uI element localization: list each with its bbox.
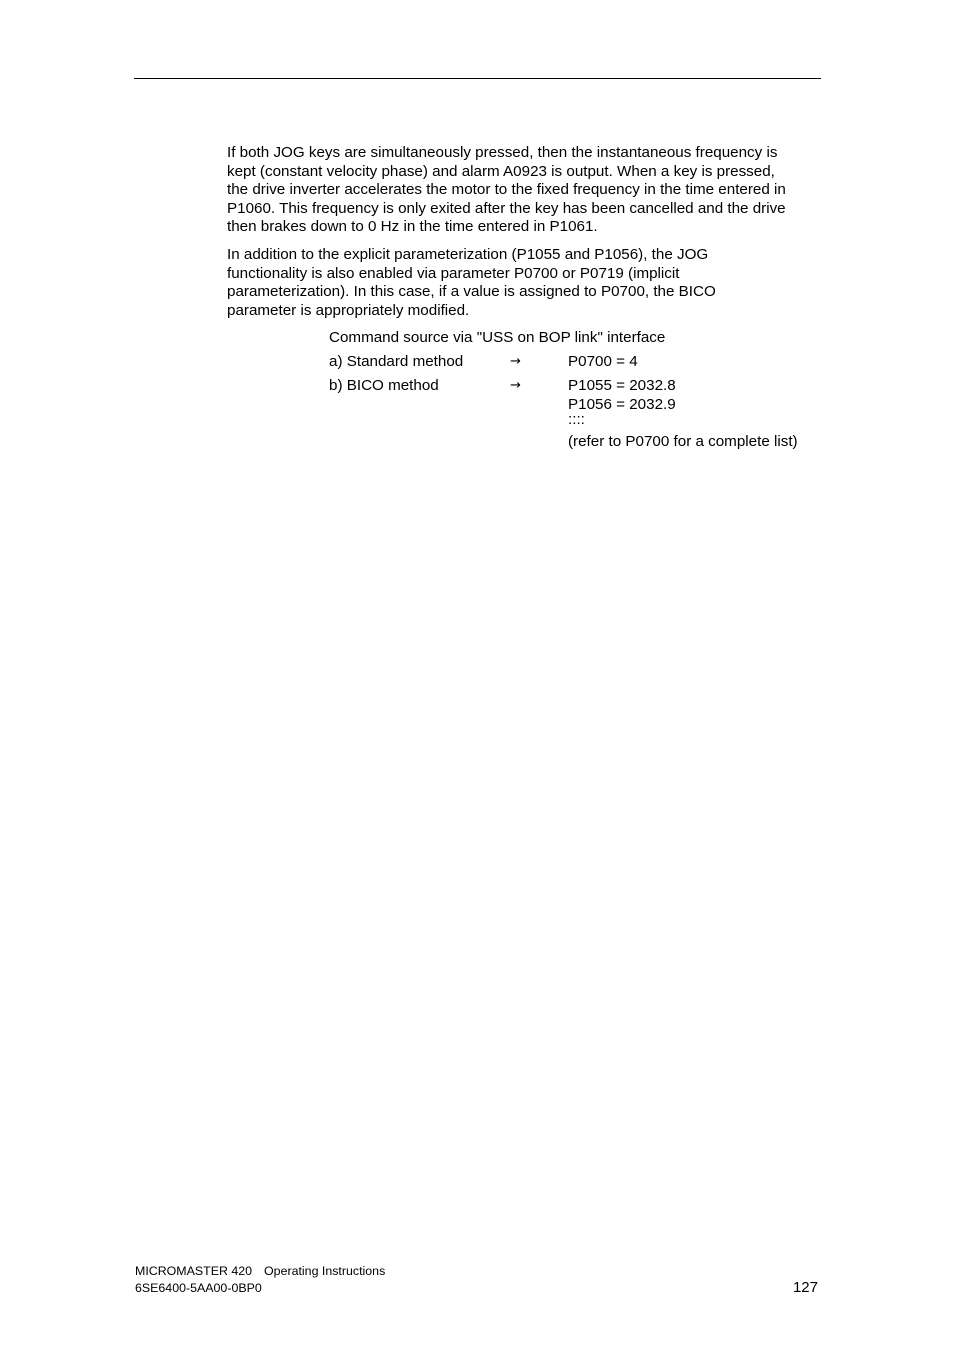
parameter-value: P1056 = 2032.9 bbox=[568, 395, 676, 413]
text-line: In addition to the explicit parameterization (P1055 and P1056), the JOG bbox=[227, 246, 709, 263]
text-line: then brakes down to 0 Hz in the time entered in P1061. bbox=[227, 218, 598, 236]
reference-note: (refer to P0700 for a complete list) bbox=[568, 432, 798, 450]
command-source-block bbox=[329, 329, 821, 450]
text-line: functionality is also enabled via parameter P0700 or P0719 (implicit bbox=[227, 264, 680, 282]
text-line: the drive inverter accelerates the motor to the fixed frequency in the time entered in bbox=[227, 181, 786, 199]
text-line: If both JOG keys are simultaneously pressed, then the instantaneous frequency is bbox=[227, 144, 778, 161]
parameter-value: P0700 = 4 bbox=[568, 352, 638, 370]
arrow-icon: → bbox=[510, 377, 521, 393]
footer-doc-type: Operating Instructions bbox=[264, 1264, 386, 1278]
footer-product: MICROMASTER 420 bbox=[135, 1264, 253, 1278]
text-line: parameter is appropriately modified. bbox=[227, 301, 470, 319]
page-number: 127 bbox=[792, 1279, 818, 1296]
parameter-value: P1055 = 2032.8 bbox=[568, 376, 676, 394]
command-row-bico bbox=[329, 376, 821, 450]
method-label: a) Standard method bbox=[329, 352, 464, 370]
ellipsis-marker: :::: bbox=[568, 410, 585, 428]
text-line: kept (constant velocity phase) and alarm A0923 is output. When a key is pressed, bbox=[227, 162, 775, 180]
paragraph-parameterization bbox=[227, 246, 821, 320]
footer-title-line bbox=[135, 1263, 385, 1280]
arrow-icon: → bbox=[510, 353, 521, 369]
command-source-title: Command source via "USS on BOP link" interface bbox=[329, 329, 666, 346]
text-line: P1060. This frequency is only exited after the key has been cancelled and the drive bbox=[227, 199, 786, 217]
paragraph-jog-keys bbox=[227, 144, 821, 237]
header-rule bbox=[134, 78, 821, 79]
text-line: parameterization). In this case, if a value is assigned to P0700, the BICO bbox=[227, 283, 716, 301]
method-label: b) BICO method bbox=[329, 376, 439, 394]
command-row-standard bbox=[329, 353, 821, 372]
footer-document-info bbox=[135, 1263, 385, 1297]
footer-order-number: 6SE6400-5AA00-0BP0 bbox=[135, 1281, 262, 1295]
